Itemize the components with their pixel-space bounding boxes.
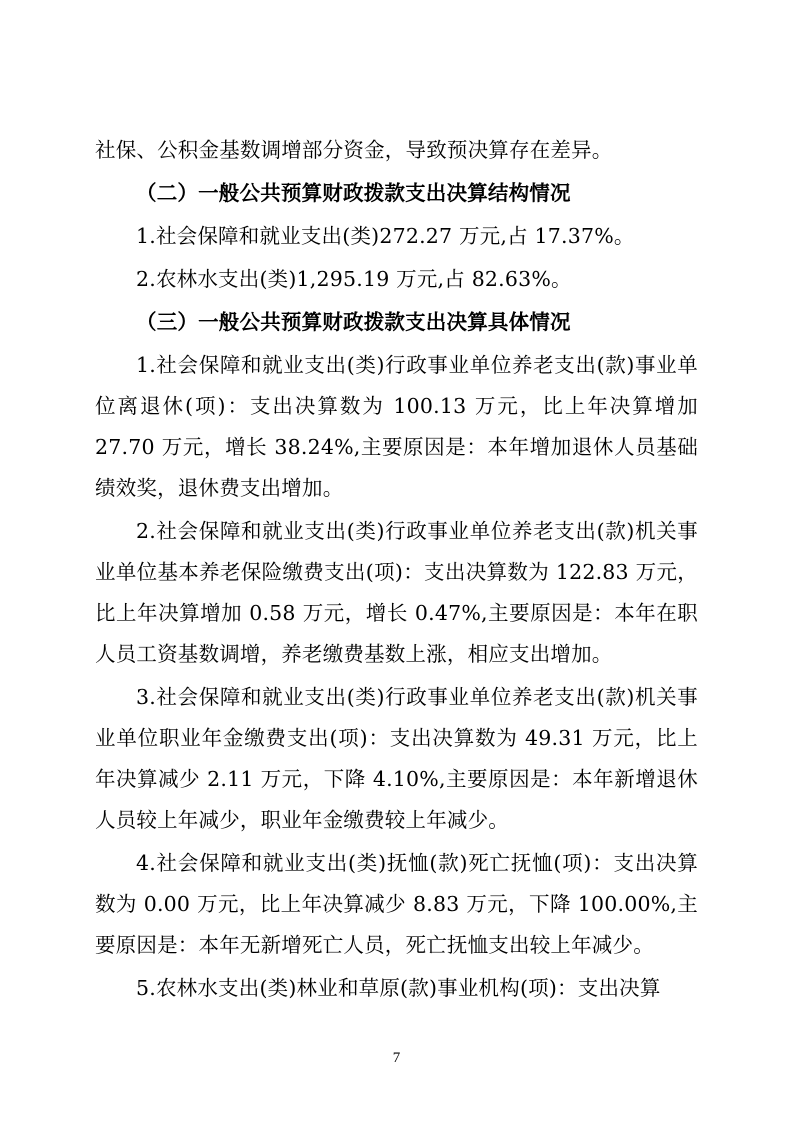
section-heading: （三）一般公共预算财政拨款支出决算具体情况 [136,310,571,334]
paragraph-text: 1.社会保障和就业支出(类)272.27 万元,占 17.37%。 [136,224,635,248]
section-heading: （二）一般公共预算财政拨款支出决算结构情况 [136,181,571,205]
page-number: 7 [392,1050,401,1066]
paragraph-text: 2.农林水支出(类)1,295.19 万元,占 82.63%。 [136,267,572,291]
paragraph-text: 社保、公积金基数调增部分资金，导致预决算存在差异。 [95,138,613,162]
document-body [95,130,698,1009]
paragraph-text: 1.社会保障和就业支出(类)行政事业单位养老支出(款)事业单位离退休(项)：支出决算数为 100.13 万元，比上年决算增加 27.70 万元，增长 38.24%,主要原因是：本年增加退休人员基础绩效奖，退休费支出增加。 [95,353,698,500]
paragraph-text: 2.社会保障和就业支出(类)行政事业单位养老支出(款)机关事业单位基本养老保险缴费支出(项)：支出决算数为 122.83 万元，比上年决算增加 0.58 万元，增长 0.47%,主要原因是：本年在职人员工资基数调增，养老缴费基数上涨，相应支出增加。 [95,519,698,666]
paragraph-text: 3.社会保障和就业支出(类)行政事业单位养老支出(款)机关事业单位职业年金缴费支出(项)：支出决算数为 49.31 万元，比上年决算减少 2.11 万元，下降 4.10%,主要原因是：本年新增退休人员较上年减少，职业年金缴费较上年减少。 [95,685,698,832]
paragraph-text: 5.农林水支出(类)林业和草原(款)事业机构(项)：支出决算 [136,976,661,1000]
paragraph-text: 4.社会保障和就业支出(类)抚恤(款)死亡抚恤(项)：支出决算数为 0.00 万元，比上年决算减少 8.83 万元，下降 100.00%,主要原因是：本年无新增死亡人员，死亡抚恤支出较上年减少。 [95,851,698,957]
